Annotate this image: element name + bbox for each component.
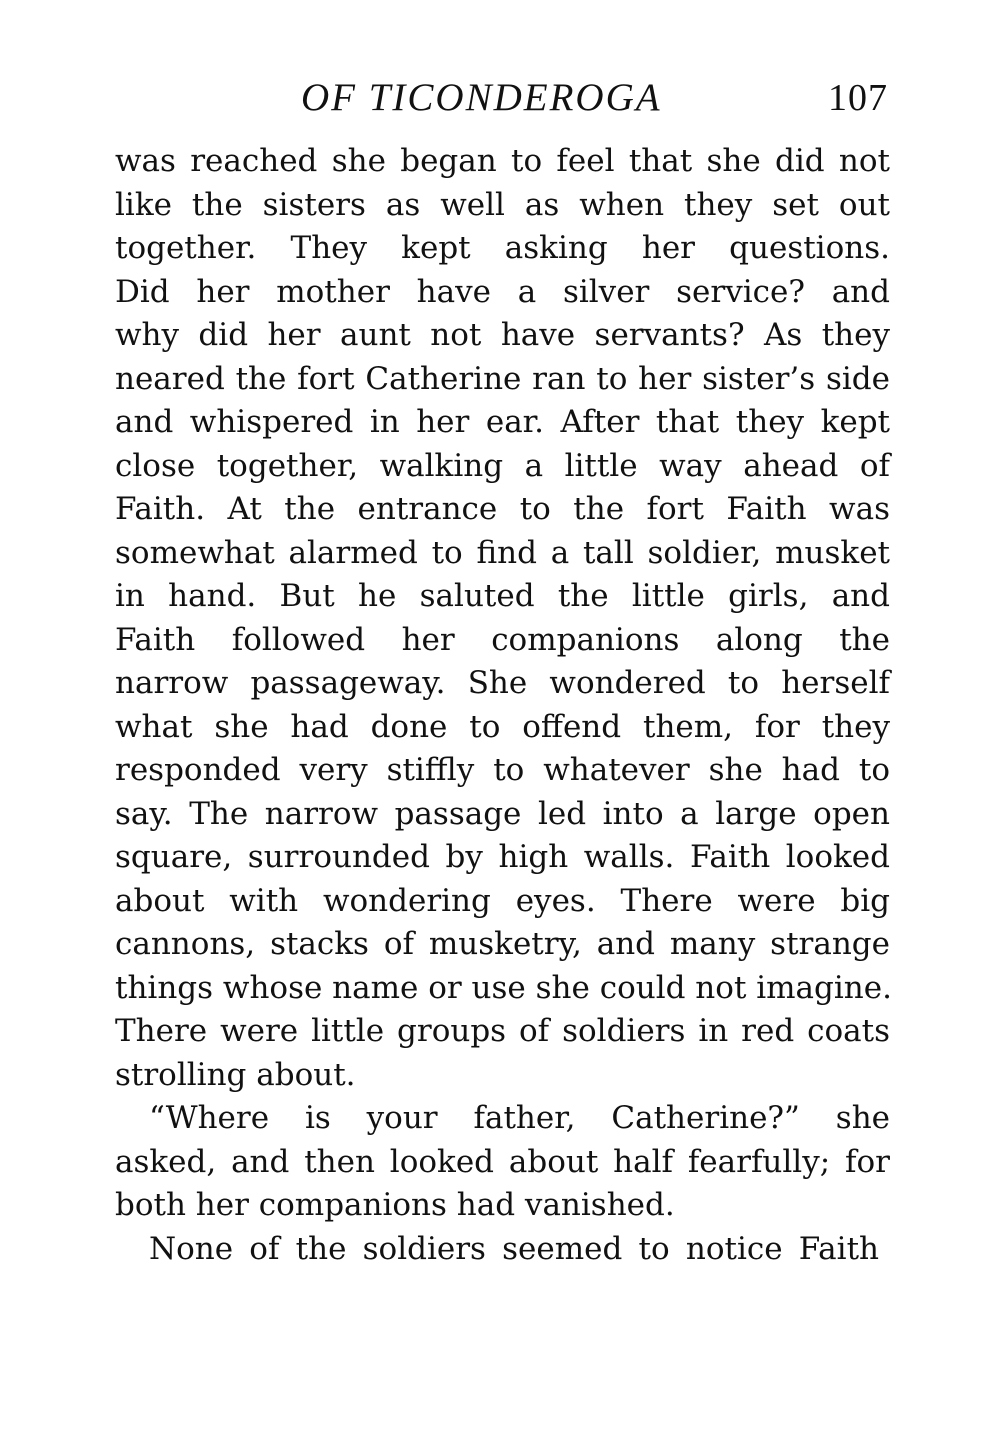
text-line: close together, walking a little way ahead of <box>115 447 890 484</box>
text-line: There were little groups of soldiers in red coats <box>115 1013 890 1049</box>
running-title: OF TICONDEROGA <box>301 76 662 119</box>
text-line: in hand. But he saluted the little girls, and <box>115 578 890 614</box>
text-line: somewhat alarmed to find a tall soldier, musket <box>115 534 890 571</box>
text-line: responded very stiffly to whatever she had to <box>115 752 890 788</box>
text-line: say. The narrow passage led into a large open <box>115 795 890 832</box>
text-line: square, surrounded by high walls. Faith looked <box>115 839 890 875</box>
running-header <box>115 72 888 124</box>
paragraph-start-line: None of the soldiers seemed to notice Faith <box>149 1230 879 1267</box>
text-line: narrow passageway. She wondered to herself <box>115 665 890 701</box>
text-line: neared the fort Catherine ran to her sister’s side <box>115 360 890 397</box>
text-line: about with wondering eyes. There were big <box>115 882 890 919</box>
text-line: Faith. At the entrance to the fort Faith was <box>115 491 890 527</box>
text-line: and whispered in her ear. After that they kept <box>115 404 890 440</box>
text-line: things whose name or use she could not imagine. <box>115 969 892 1006</box>
text-line: cannons, stacks of musketry, and many strange <box>115 926 890 962</box>
page-number: 107 <box>828 77 888 119</box>
text-line: was reached she began to feel that she did not <box>115 143 890 179</box>
text-line: together. They kept asking her questions. <box>115 230 890 266</box>
text-line: Faith followed her companions along the <box>115 621 890 658</box>
text-line: asked, and then looked about half fearfully; for <box>115 1143 890 1180</box>
paragraph-end-line: both her companions had vanished. <box>115 1187 675 1223</box>
text-line: like the sisters as well as when they set out <box>115 186 890 223</box>
text-line: what she had done to offend them, for they <box>115 708 890 745</box>
body-text <box>115 140 890 1271</box>
paragraph-start-line: “Where is your father, Catherine?” she <box>149 1100 890 1136</box>
text-line: why did her aunt not have servants? As they <box>115 317 890 353</box>
text-line: Did her mother have a silver service? and <box>115 273 890 310</box>
paragraph-end-line: strolling about. <box>115 1056 356 1093</box>
